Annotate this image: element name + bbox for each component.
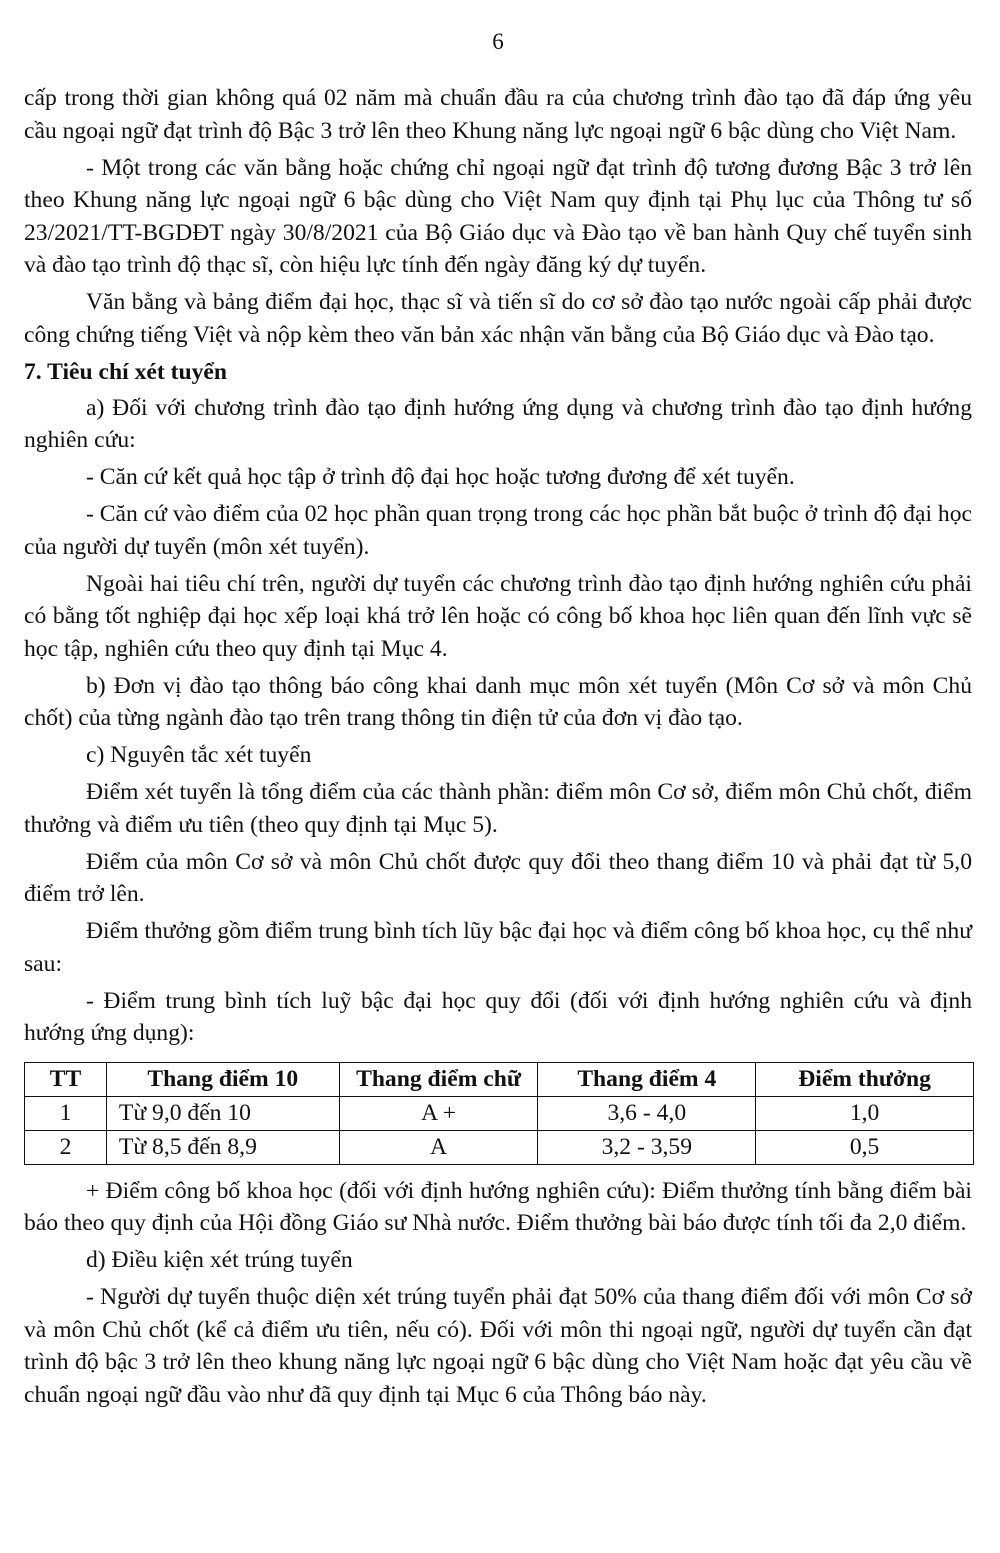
table-cell: 1,0 bbox=[756, 1096, 974, 1130]
paragraph: - Căn cứ kết quả học tập ở trình độ đại học hoặc tương đương để xét tuyển. bbox=[86, 464, 795, 490]
column-header: Thang điểm 10 bbox=[106, 1062, 339, 1096]
table-cell: Từ 9,0 đến 10 bbox=[106, 1096, 339, 1130]
column-header: TT bbox=[25, 1062, 107, 1096]
paragraph: + Điểm công bố khoa học (đối với định hướng nghiên cứu): Điểm thưởng tính bằng điểm bài báo theo quy định của Hội đồng Giáo sư Nhà nước. Điểm thưởng bài báo được tính tối đa 2,0 điểm. bbox=[24, 1177, 972, 1236]
table-cell: 1 bbox=[25, 1096, 107, 1130]
table-row bbox=[25, 1096, 974, 1130]
page-number: 6 bbox=[492, 29, 504, 54]
table-cell: 3,6 - 4,0 bbox=[538, 1096, 756, 1130]
paragraph: a) Đối với chương trình đào tạo định hướng ứng dụng và chương trình đào tạo định hướng nghiên cứu: bbox=[24, 394, 972, 453]
paragraph: Ngoài hai tiêu chí trên, người dự tuyển các chương trình đào tạo định hướng nghiên cứu phải có bằng tốt nghiệp đại học xếp loại khá trở lên hoặc có công bố khoa học liên quan đến lĩnh vực sẽ học tập, nghiên cứu theo quy định tại Mục 4. bbox=[24, 570, 972, 662]
paragraph: - Căn cứ vào điểm của 02 học phần quan trọng trong các học phần bắt buộc ở trình độ đại học của người dự tuyển (môn xét tuyển). bbox=[24, 501, 972, 560]
paragraph: - Một trong các văn bằng hoặc chứng chỉ ngoại ngữ đạt trình độ tương đương Bậc 3 trở lên theo Khung năng lực ngoại ngữ 6 bậc dùng cho Việt Nam quy định tại Phụ lục của Thông tư số 23/2021/TT-BGDĐT ngày 30/8/2021 của Bộ Giáo dục và Đào tạo về ban hành Quy chế tuyển sinh và đào tạo trình độ thạc sĩ, còn hiệu lực tính đến ngày đăng ký dự tuyển. bbox=[24, 154, 972, 278]
paragraph: b) Đơn vị đào tạo thông báo công khai danh mục môn xét tuyển (Môn Cơ sở và môn Chủ chốt) của từng ngành đào tạo trên trang thông tin điện tử của đơn vị đào tạo. bbox=[24, 672, 972, 731]
bonus-score-table bbox=[24, 1062, 974, 1165]
table-row bbox=[25, 1130, 974, 1164]
paragraph: Điểm xét tuyển là tổng điểm của các thành phần: điểm môn Cơ sở, điểm môn Chủ chốt, điểm thưởng và điểm ưu tiên (theo quy định tại Mục 5). bbox=[24, 779, 972, 838]
table-cell: 3,2 - 3,59 bbox=[538, 1130, 756, 1164]
table-cell: 0,5 bbox=[756, 1130, 974, 1164]
paragraph: Văn bằng và bảng điểm đại học, thạc sĩ và tiến sĩ do cơ sở đào tạo nước ngoài cấp phải được công chứng tiếng Việt và nộp kèm theo văn bản xác nhận văn bằng của Bộ Giáo dục và Đào tạo. bbox=[24, 289, 972, 348]
table-cell: 2 bbox=[25, 1130, 107, 1164]
table-header-row bbox=[25, 1062, 974, 1096]
table-cell: Từ 8,5 đến 8,9 bbox=[106, 1130, 339, 1164]
section-title: 7. Tiêu chí xét tuyển bbox=[24, 358, 227, 385]
paragraph: cấp trong thời gian không quá 02 năm mà chuẩn đầu ra của chương trình đào tạo đã đáp ứng yêu cầu ngoại ngữ đạt trình độ Bậc 3 trở lên theo Khung năng lực ngoại ngữ 6 bậc dùng cho Việt Nam. bbox=[24, 85, 972, 144]
paragraph: Điểm thưởng gồm điểm trung bình tích lũy bậc đại học và điểm công bố khoa học, cụ thể như sau: bbox=[24, 918, 972, 977]
paragraph: - Điểm trung bình tích luỹ bậc đại học quy đổi (đối với định hướng nghiên cứu và định hướng ứng dụng): bbox=[24, 987, 972, 1046]
paragraph: d) Điều kiện xét trúng tuyển bbox=[86, 1247, 353, 1273]
table-cell: A + bbox=[339, 1096, 538, 1130]
table-cell: A bbox=[339, 1130, 538, 1164]
column-header: Điểm thưởng bbox=[756, 1062, 974, 1096]
paragraph: - Người dự tuyển thuộc diện xét trúng tuyển phải đạt 50% của thang điểm đối với môn Cơ sở và môn Chủ chốt (kể cả điểm ưu tiên, nếu có). Đối với môn thi ngoại ngữ, người dự tuyển cần đạt trình độ bậc 3 trở lên theo khung năng lực ngoại ngữ 6 bậc dùng cho Việt Nam hoặc đạt yêu cầu về chuẩn ngoại ngữ đầu vào như đã quy định tại Mục 6 của Thông báo này. bbox=[24, 1284, 972, 1408]
paragraph: c) Nguyên tắc xét tuyển bbox=[86, 742, 312, 768]
column-header: Thang điểm 4 bbox=[538, 1062, 756, 1096]
paragraph: Điểm của môn Cơ sở và môn Chủ chốt được quy đổi theo thang điểm 10 và phải đạt từ 5,0 điểm trở lên. bbox=[24, 848, 972, 907]
column-header: Thang điểm chữ bbox=[339, 1062, 538, 1096]
